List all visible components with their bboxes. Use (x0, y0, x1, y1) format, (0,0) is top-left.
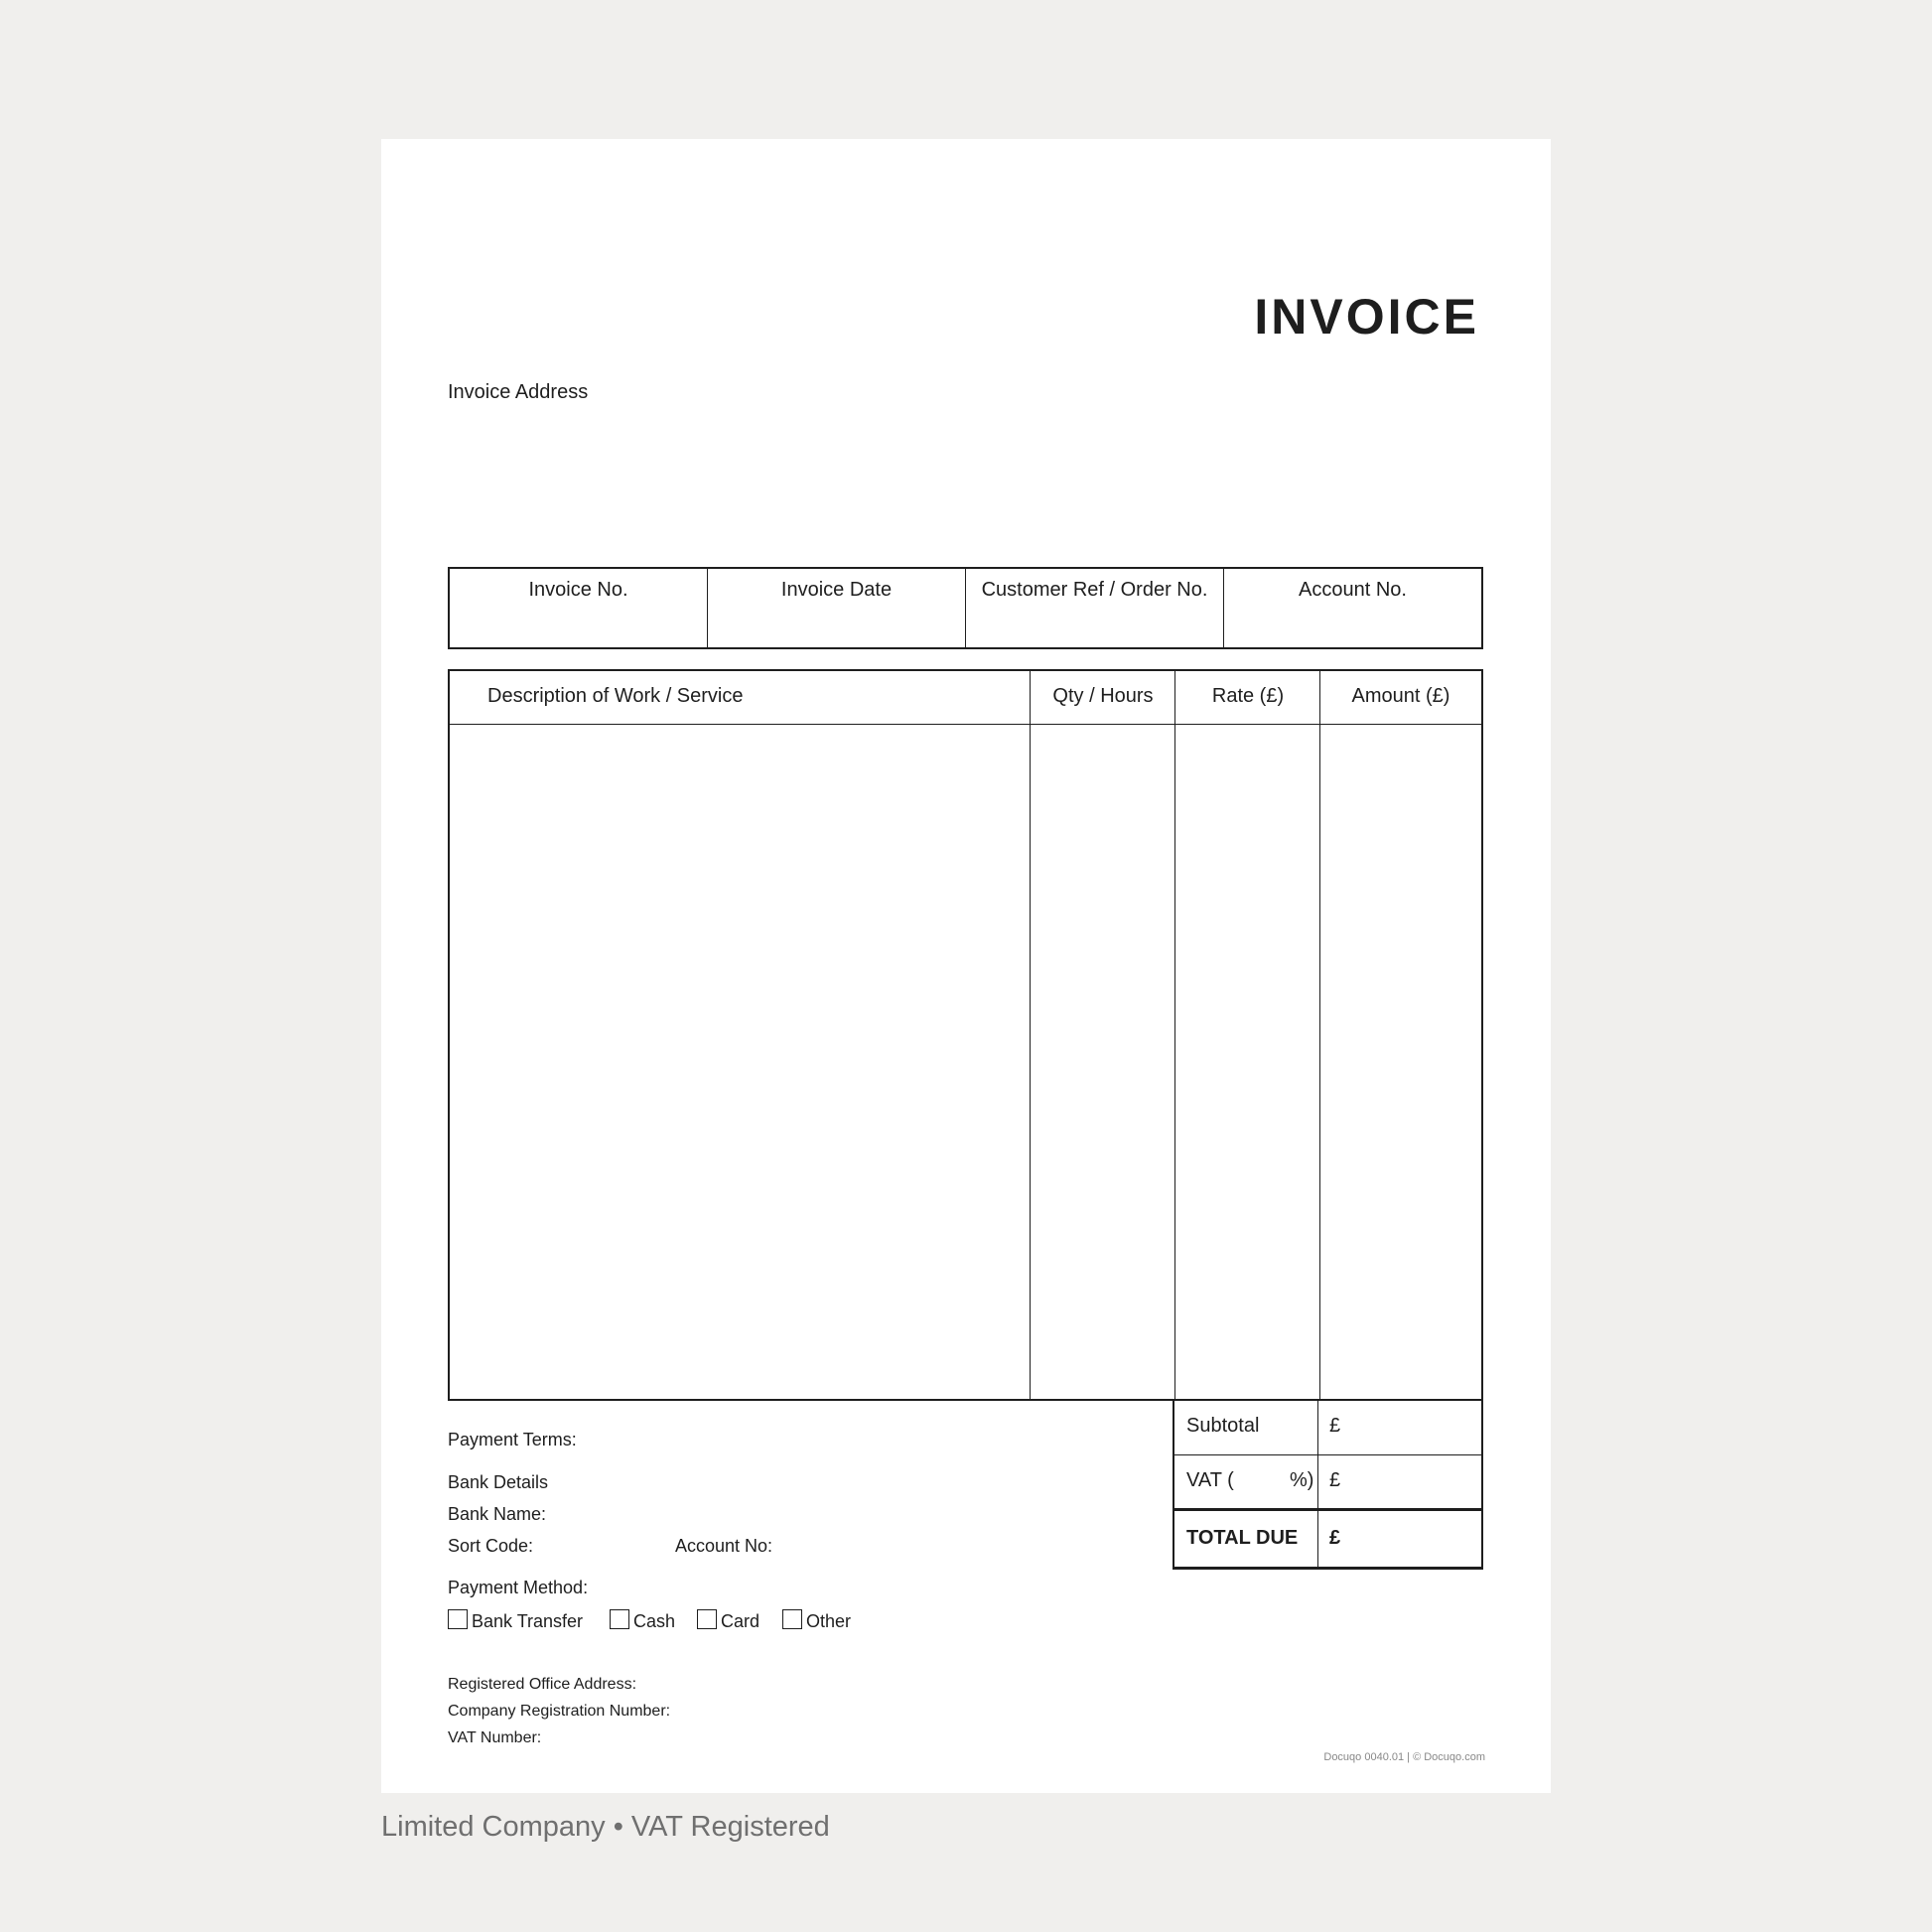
payment-option-other[interactable] (782, 1609, 851, 1632)
invoice-address-label: Invoice Address (448, 381, 589, 403)
invoice-info-table (448, 567, 1483, 649)
vat-label-prefix: VAT ( (1186, 1469, 1234, 1491)
bank-name-label: Bank Name: (448, 1504, 547, 1524)
caption: Limited Company • VAT Registered (381, 1811, 830, 1843)
customer-ref-cell[interactable]: Customer Ref / Order No. (966, 569, 1224, 647)
vat-value[interactable]: £ (1329, 1469, 1341, 1491)
checkbox-bank-transfer[interactable] (448, 1609, 468, 1629)
account-no-label: Account No: (675, 1536, 773, 1556)
payment-option-card[interactable] (697, 1609, 759, 1632)
cash-label: Cash (633, 1611, 676, 1631)
vat-number-label: VAT Number: (448, 1729, 542, 1746)
subtotal-label: Subtotal (1186, 1415, 1260, 1437)
qty-column[interactable] (1031, 671, 1175, 1399)
invoice-title: INVOICE (1254, 289, 1479, 345)
line-items-table (448, 669, 1483, 1401)
payment-terms-label: Payment Terms: (448, 1430, 577, 1449)
total-due-value[interactable]: £ (1329, 1527, 1341, 1549)
sort-code-label: Sort Code: (448, 1536, 534, 1556)
payment-option-cash[interactable] (610, 1609, 675, 1632)
footer-code: Docuqo 0040.01 | © Docuqo.com (1323, 1751, 1485, 1763)
card-label: Card (721, 1611, 760, 1631)
checkbox-cash[interactable] (610, 1609, 629, 1629)
checkbox-other[interactable] (782, 1609, 802, 1629)
invoice-page (381, 139, 1551, 1793)
registered-office-label: Registered Office Address: (448, 1676, 637, 1693)
bank-transfer-label: Bank Transfer (472, 1611, 584, 1631)
description-header: Description of Work / Service (487, 685, 744, 707)
totals-box (1173, 1400, 1483, 1570)
payment-option-bank-transfer[interactable] (448, 1609, 583, 1632)
total-due-label: TOTAL DUE (1186, 1527, 1299, 1549)
vat-label-suffix: %) (1290, 1469, 1314, 1491)
rate-column[interactable] (1175, 671, 1320, 1399)
payment-method-label: Payment Method: (448, 1578, 589, 1597)
checkbox-card[interactable] (697, 1609, 717, 1629)
invoice-number-cell[interactable]: Invoice No. (450, 569, 708, 647)
subtotal-row (1174, 1400, 1481, 1455)
account-number-cell[interactable]: Account No. (1299, 579, 1407, 601)
invoice-date-cell[interactable]: Invoice Date (708, 569, 966, 647)
rate-header: Rate (£) (1211, 685, 1285, 707)
qty-header: Qty / Hours (1052, 685, 1154, 707)
amount-header: Amount (£) (1351, 685, 1450, 707)
company-registration-label: Company Registration Number: (448, 1703, 671, 1720)
description-column[interactable] (450, 671, 1031, 1399)
vat-row (1174, 1455, 1481, 1511)
bank-details-label: Bank Details (448, 1472, 549, 1492)
subtotal-value[interactable]: £ (1329, 1415, 1341, 1437)
total-due-row (1174, 1511, 1481, 1570)
other-label: Other (806, 1611, 852, 1631)
